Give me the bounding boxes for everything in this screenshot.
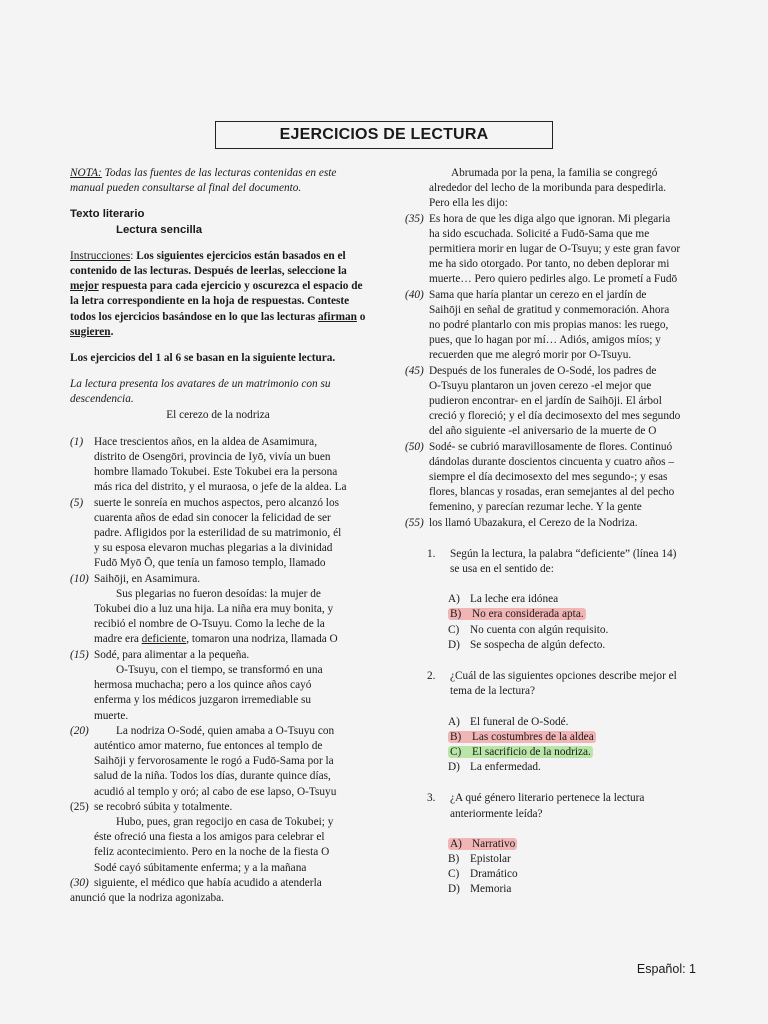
line-text: femenino, y parecían rezumar leche. Y la gente — [429, 501, 642, 514]
option-text: Epistolar — [470, 852, 511, 865]
question-text-line: Según la lectura, la palabra “deficiente” (línea 14) — [450, 547, 677, 560]
answer-content — [448, 624, 608, 636]
story-line — [70, 678, 366, 693]
question-number: 2. — [427, 670, 436, 683]
line-text: Saihōji y fervorosamente le rogó a Fudō-Sama por la — [94, 755, 334, 768]
line-text: y su esposa elevaron muchas plegarias a la divinidad — [94, 542, 333, 555]
line-text: Después de los funerales de O-Sodé, los padres de — [429, 364, 657, 377]
story-line — [70, 602, 366, 617]
option-letter: D) — [448, 638, 460, 651]
page-footer: Español: 1 — [636, 962, 696, 976]
line-text: del año siguiente -el aniversario de la muerte de O — [429, 425, 657, 438]
option-text: El funeral de O-Sodé. — [470, 715, 569, 728]
story-lines-left — [70, 435, 366, 906]
story-line — [405, 242, 705, 257]
highlighted-answer — [448, 838, 517, 850]
line-text: recuerden que me alegró morir por O-Tsuyu. — [429, 349, 632, 362]
nota-text: Todas las fuentes de las lecturas contenidas en este manual pueden consultarse al final del documento. — [70, 167, 337, 195]
line-number: (50) — [405, 440, 424, 453]
nota-label: NOTA: — [70, 167, 102, 179]
story-line — [70, 724, 366, 739]
instructions-end: . — [110, 325, 114, 338]
answer-content — [448, 593, 558, 605]
story-lines-right — [405, 166, 705, 531]
story-line — [405, 212, 705, 227]
line-text: O-Tsuyu plantaron un joven cerezo -el mejor que — [429, 379, 652, 392]
line-text: flores, blancas y rosadas, eran semejantes al del pecho — [429, 486, 675, 499]
line-text: hombre llamado Tokubei. Este Tokubei era la persona — [94, 466, 338, 479]
answer-option[interactable] — [448, 745, 705, 760]
question-text — [405, 669, 705, 684]
line-text: Saihōji, en Asamimura. — [94, 572, 201, 585]
answer-option[interactable] — [448, 760, 705, 775]
line-text: alrededor del lecho de la moribunda para despedirla. — [429, 182, 667, 195]
answer-content — [448, 716, 569, 728]
story-line — [70, 876, 366, 891]
answer-option[interactable] — [448, 715, 705, 730]
line-text: auténtico amor materno, fue entonces al templo de — [94, 739, 323, 752]
story-line — [405, 379, 705, 394]
line-text: creció y floreció; y el día decimosexto del mes segundo — [429, 410, 681, 423]
instructions-text-1: Los siguientes ejercicios están basados en el contenido de las lecturas. Después de leerlas, seleccione la — [70, 249, 347, 278]
question-number: 1. — [427, 547, 436, 560]
story-line — [405, 303, 705, 318]
answer-option[interactable] — [448, 638, 705, 653]
line-text: feliz acontecimiento. Pero en la noche de la fiesta O — [94, 846, 330, 859]
story-line — [405, 257, 705, 272]
instructions-o: o — [356, 310, 366, 323]
story-line — [70, 845, 366, 860]
option-letter: C) — [450, 745, 462, 758]
story-line — [405, 424, 705, 439]
story-line — [70, 480, 366, 495]
question-text-line: tema de la lectura? — [450, 685, 535, 698]
story-line — [70, 572, 366, 587]
story-title: El cerezo de la nodriza — [166, 408, 270, 421]
nota — [70, 166, 366, 196]
story-line — [70, 693, 366, 708]
question-text — [405, 684, 705, 699]
left-column — [70, 166, 366, 906]
line-text: siempre el día decimosexto del mes segundo-; y esas — [429, 471, 668, 484]
answer-option[interactable] — [448, 852, 705, 867]
line-text: Hace trescientos años, en la aldea de Asamimura, — [94, 435, 318, 448]
line-text: distrito de Osengōri, provincia de Iyō, vivía un buen — [94, 451, 331, 464]
page-title: EJERCICIOS DE LECTURA — [215, 121, 553, 149]
story-line — [405, 485, 705, 500]
story-line — [70, 526, 366, 541]
answer-content — [448, 853, 511, 865]
story-line — [405, 394, 705, 409]
line-text: recibió el nombre de O-Tsuyu. Como la leche de la — [94, 618, 325, 631]
line-text: éste ofreció una fiesta a los amigos para celebrar el — [94, 831, 325, 844]
option-letter: D) — [448, 883, 460, 896]
line-text: Sus plegarias no fueron desoídas: la mujer de — [116, 587, 321, 600]
story-line — [70, 496, 366, 511]
line-text: O-Tsuyu, con el tiempo, se transformó en una — [116, 663, 323, 676]
line-text: me ha sido otorgado. Por tanto, no deben deplorar mi — [429, 258, 670, 271]
highlighted-answer — [448, 731, 596, 743]
option-letter: C) — [448, 868, 460, 881]
right-column — [405, 166, 705, 914]
line-number: (30) — [70, 876, 89, 889]
line-text: más rica del distrito, y el muraosa, o jefe de la aldea. La — [94, 481, 347, 494]
line-text: pudieron encontrar- en el jardín de Saihōji. El árbol — [429, 395, 662, 408]
line-text: muerte. — [94, 709, 129, 722]
story-line — [70, 739, 366, 754]
answer-option[interactable] — [448, 730, 705, 745]
option-letter: D) — [448, 761, 460, 774]
line-text: muerte… Pero quiero pedirles algo. Le prometí a Fudō — [429, 273, 678, 286]
answer-option[interactable] — [448, 607, 705, 622]
story-line — [70, 541, 366, 556]
story-line — [70, 435, 366, 450]
option-text: Memoria — [470, 883, 512, 896]
option-text: El sacrificio de la nodriza. — [472, 745, 591, 758]
story-line — [70, 632, 366, 647]
story-line — [405, 181, 705, 196]
line-text: no podré plantarlo con mis propias manos: les ruego, — [429, 319, 669, 332]
option-text: La enfermedad. — [470, 761, 541, 774]
ejercicios-note: Los ejercicios del 1 al 6 se basan en la siguiente lectura. — [70, 352, 336, 365]
line-text: Sodé cayó súbitamente enferma; y a la mañana — [94, 861, 307, 874]
story-line — [70, 648, 366, 663]
story-line — [70, 587, 366, 602]
question-3 — [405, 791, 705, 897]
story-line — [405, 288, 705, 303]
answer-option[interactable] — [448, 882, 705, 897]
question-text — [405, 562, 705, 577]
line-text: siguiente, el médico que había acudido a atenderla — [94, 876, 322, 889]
question-1 — [405, 547, 705, 653]
option-text: No era considerada apta. — [472, 608, 584, 621]
story-line — [70, 815, 366, 830]
option-letter: A) — [448, 715, 460, 728]
option-text: Se sospecha de algún defecto. — [470, 638, 606, 651]
story-line — [405, 196, 705, 211]
question-text — [405, 547, 705, 562]
answer-content — [448, 883, 511, 895]
story-line — [405, 227, 705, 242]
question-text-line: ¿A qué género literario pertenece la lectura — [450, 792, 645, 805]
line-text: madre era deficiente, tomaron una nodriza, llamada O — [94, 633, 338, 646]
line-text: anunció que la nodriza agonizaba. — [70, 891, 225, 904]
answer-content — [448, 761, 541, 773]
option-letter: B) — [448, 852, 460, 865]
line-text: padre. Afligidos por la esterilidad de su matrimonio, él — [94, 527, 342, 540]
line-number: (1) — [70, 435, 84, 448]
question-text — [405, 807, 705, 822]
story-line — [70, 800, 366, 815]
option-text: Narrativo — [472, 837, 516, 850]
story-line — [405, 470, 705, 485]
line-text: cuarenta años de edad sin conocer la felicidad de ser — [94, 511, 331, 524]
question-text-line: anteriormente leída? — [450, 807, 543, 820]
line-number: (45) — [405, 364, 424, 377]
instructions-label: Instrucciones — [70, 249, 131, 262]
answer-content — [448, 868, 518, 880]
option-text: No cuenta con algún requisito. — [470, 623, 609, 636]
story-line — [70, 465, 366, 480]
answer-option[interactable] — [448, 623, 705, 638]
line-text: Fudō Myō Ō, que tenía un famoso templo, llamado — [94, 557, 326, 570]
highlighted-answer — [448, 608, 586, 620]
story-line — [405, 516, 705, 531]
line-text: Sodé- se cubrió maravillosamente de flores. Continuó — [429, 440, 673, 453]
answer-option[interactable] — [448, 837, 705, 852]
instructions-sugieren: sugieren — [70, 325, 111, 338]
story-line — [70, 754, 366, 769]
question-2 — [405, 669, 705, 775]
line-text: permitiera morir en lugar de O-Tsuyu; y este gran favor — [429, 243, 681, 256]
line-number: (5) — [70, 496, 84, 509]
story-line — [70, 450, 366, 465]
line-text: suerte le sonreía en muchos aspectos, pero alcanzó los — [94, 496, 339, 509]
story-line — [405, 333, 705, 348]
story-line — [70, 663, 366, 678]
instructions-colon: : — [130, 249, 137, 262]
story-line — [405, 409, 705, 424]
line-text: Sama que haría plantar un cerezo en el jardín de — [429, 288, 647, 301]
line-number: (55) — [405, 516, 424, 529]
line-text: Saihōji en señal de gratitud y conmemoración. Ahora — [429, 303, 670, 316]
line-text: los llamó Ubazakura, el Cerezo de la Nodriza. — [429, 516, 638, 529]
story-line — [70, 891, 366, 906]
instructions-text-2: respuesta para cada ejercicio y oscurezca el espacio de la letra correspondiente en la hoja de respuestas. Conteste todos los ejercicios basándose en lo que las lecturas — [70, 280, 363, 323]
line-text: salud de la niña. Todos los días, durante quince días, — [94, 770, 331, 783]
answer-option[interactable] — [448, 867, 705, 882]
answer-option[interactable] — [448, 592, 705, 607]
instructions-mejor: mejor — [70, 280, 99, 293]
story-line — [405, 166, 705, 181]
story-line — [405, 364, 705, 379]
line-text: hermosa muchacha; pero a los quince años cayó — [94, 679, 312, 692]
line-number: (40) — [405, 288, 424, 301]
story-line — [70, 769, 366, 784]
line-number: (20) — [70, 724, 89, 737]
question-number: 3. — [427, 792, 436, 805]
story-line — [70, 511, 366, 526]
line-text: Sodé, para alimentar a la pequeña. — [94, 648, 250, 661]
instructions-afirman: afirman — [318, 310, 357, 323]
line-text: Es hora de que les diga algo que ignoran. Mi plegaria — [429, 212, 671, 225]
story-line — [70, 830, 366, 845]
line-text: pues, que lo hagan por mí… Adiós, amigos míos; y — [429, 334, 661, 347]
answer-content — [448, 639, 605, 651]
instructions — [70, 249, 366, 340]
question-text-line: se usa en el sentido de: — [450, 563, 554, 576]
line-text: Hubo, pues, gran regocijo en casa de Tokubei; y — [116, 815, 334, 828]
line-text: Tokubei dio a luz una hija. La niña era muy bonita, y — [94, 603, 334, 616]
line-text: acudió al templo y oró; al cabo de ese lapso, O-Tsuyu — [94, 785, 337, 798]
story-line — [70, 709, 366, 724]
option-letter: B) — [450, 730, 462, 743]
line-text: La nodriza O-Sodé, quien amaba a O-Tsuyu con — [116, 724, 335, 737]
story-line — [405, 272, 705, 287]
highlighted-answer — [448, 746, 593, 758]
line-number: (10) — [70, 572, 89, 585]
line-text: ha sido escuchada. Solicité a Fudō-Sama que me — [429, 227, 650, 240]
story-line — [405, 500, 705, 515]
question-text — [405, 791, 705, 806]
line-text: Abrumada por la pena, la familia se congregó — [451, 167, 658, 179]
line-number: (35) — [405, 212, 424, 225]
option-letter: A) — [448, 593, 460, 606]
story-line — [70, 785, 366, 800]
option-letter: B) — [450, 608, 462, 621]
reading-intro: La lectura presenta los avatares de un matrimonio con su descendencia. — [70, 378, 331, 406]
story-line — [405, 455, 705, 470]
questions — [405, 547, 705, 898]
line-text: Pero ella les dijo: — [429, 197, 508, 210]
line-text: enferma y los médicos juzgaron irremediable su — [94, 694, 312, 707]
story-line — [70, 861, 366, 876]
story-line — [70, 556, 366, 571]
line-number: (25) — [70, 800, 89, 813]
option-text: Las costumbres de la aldea — [472, 730, 594, 743]
option-letter: C) — [448, 623, 460, 636]
line-number: (15) — [70, 648, 89, 661]
line-text: se recobró súbita y totalmente. — [94, 800, 233, 813]
story-line — [70, 617, 366, 632]
story-line — [405, 318, 705, 333]
story-line — [405, 440, 705, 455]
option-letter: A) — [450, 837, 462, 850]
option-text: La leche era idónea — [470, 593, 559, 606]
heading-lectura-sencilla: Lectura sencilla — [116, 223, 203, 236]
question-text-line: ¿Cuál de las siguientes opciones describe mejor el — [450, 670, 677, 683]
line-text: dándolas durante doscientos cincuenta y cuatro años – — [429, 455, 675, 468]
story-line — [405, 348, 705, 363]
heading-texto-literario: Texto literario — [70, 208, 145, 221]
option-text: Dramático — [470, 868, 518, 881]
